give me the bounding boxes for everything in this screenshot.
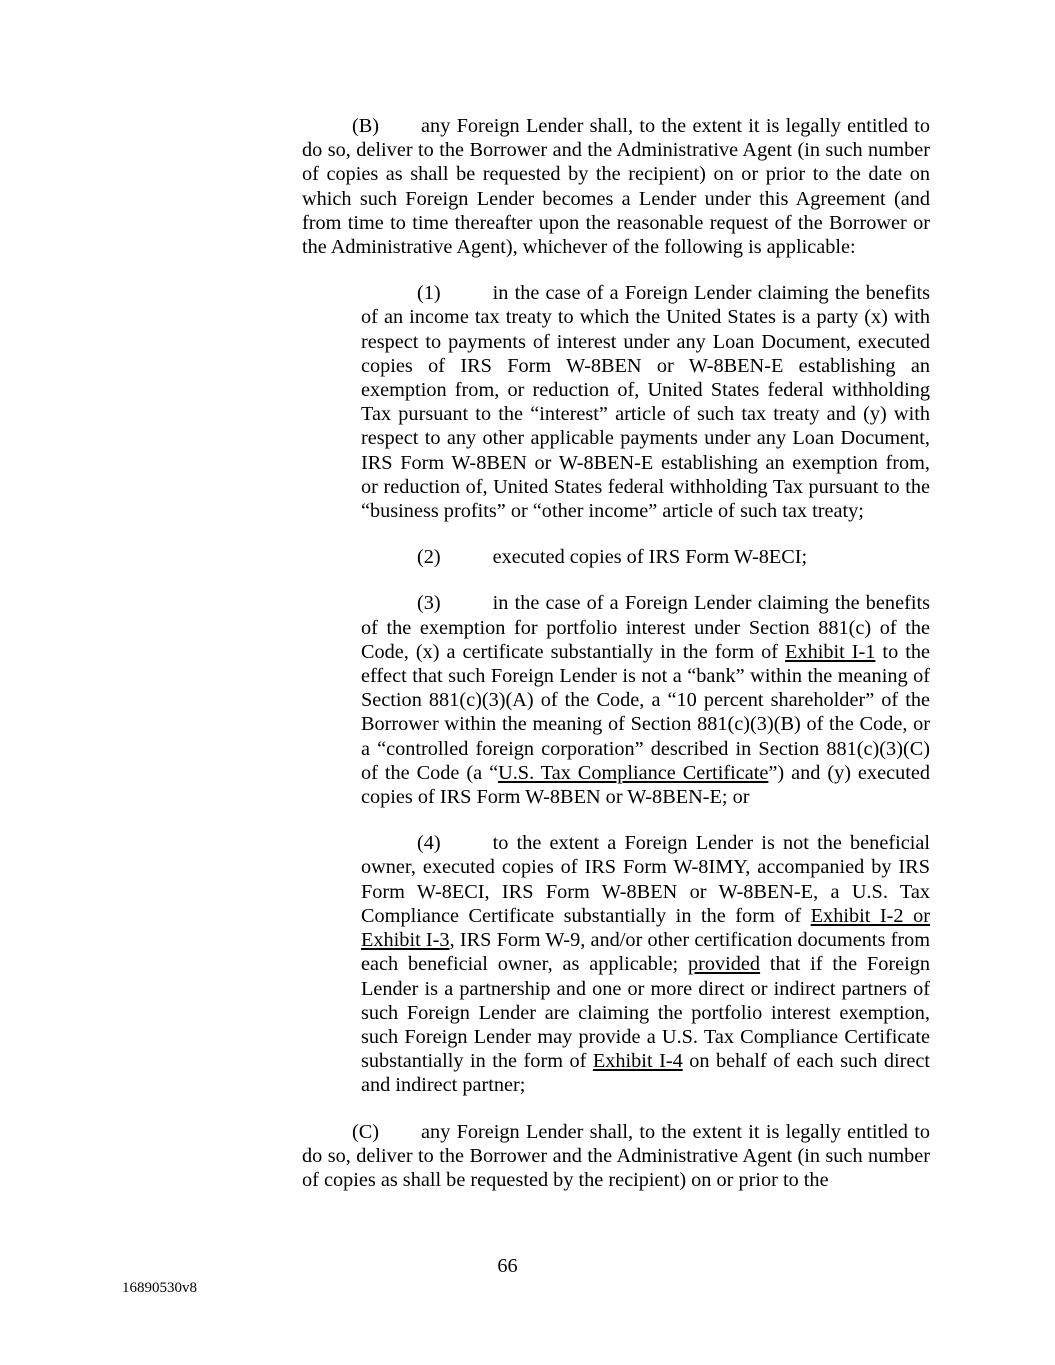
underlined-reference: provided [687,953,761,976]
paragraph-label: (C) [352,1120,380,1143]
clause-1 [361,281,930,523]
paragraph-text: any Foreign Lender shall, to the extent it is legally entitled to do so, deliver to the Borrower and the Administrative Agent (in such number of copies as shall be requested by the recipient) on or prior to the [302,1120,930,1191]
clause-3 [361,591,930,809]
paragraph-label: (2) [417,546,441,569]
paragraph-text: any Foreign Lender shall, to the extent it is legally entitled to do so, deliver to the Borrower and the Administrative Agent (in such number of copies as shall be requested by the recipient) on or prior to the date on which such Foreign Lender becomes a Lender under this Agreement (and from time to time thereafter upon the reasonable request of the Borrower or the Administrative Agent), whichever of the following is applicable: [302,115,930,259]
paragraph-text: , IRS Form W-9, and/or other certification documents from each beneficial owner, as applicable; [361,929,931,976]
paragraph-text: that if the Foreign Lender is a partnership and one or more direct or indirect partners of such Foreign Lender are claiming the portfolio interest exemption, such Foreign Lender may provide a U.S. Tax Compliance Certificate substantially in the form of [361,953,931,1073]
paragraph-label: (3) [417,592,441,615]
clause-4 [361,831,930,1097]
paragraph-text: in the case of a Foreign Lender claiming the benefits of an income tax treaty to which the United States is a party (x) with respect to payments of interest under any Loan Document, executed copies of IRS Form W-8BEN or W-8BEN-E establishing an exemption from, or reduction of, United States federal withholding Tax pursuant to the “interest” article of such tax treaty and (y) with respect to any other applicable payments under any Loan Document, IRS Form W-8BEN or W-8BEN-E establishing an exemption from, or reduction of, United States federal withholding Tax pursuant to the “business profits” or “other income” article of such tax treaty; [361,282,930,523]
underlined-reference: Exhibit I-2 or Exhibit I-3 [361,904,930,952]
paragraph-text: in the case of a Foreign Lender claiming the benefits of the exemption for portfolio interest under Section 881(c) of the Code, (x) a certificate substantially in the form of [361,592,930,663]
underlined-reference: Exhibit I-1 [785,640,876,663]
paragraph-b [302,114,930,259]
underlined-reference: U.S. Tax Compliance Certificate [498,761,769,784]
underlined-reference: Exhibit I-4 [592,1050,683,1073]
paragraph-text: to the effect that such Foreign Lender is not a “bank” within the meaning of Section 881(c)(3)(A) of the Code, a “10 percent shareholder” of the Borrower within the meaning of Section 881(c)(3)(B) of the Code, or a “controlled foreign corporation” described in Section 881(c)(3)(C) of the Code (a “ [361,640,930,784]
page-content [0,114,1055,1214]
paragraph-label: (B) [352,115,380,137]
paragraph-label: (1) [417,282,441,305]
doc-stamp: 16890530v8 [122,1280,197,1296]
paragraph-text: on behalf of each such direct and indirect partner; [361,1050,931,1097]
clause-2 [361,545,930,569]
paragraph-label: (4) [417,832,441,855]
paragraph-text: to the extent a Foreign Lender is not the beneficial owner, executed copies of IRS Form W-8IMY, accompanied by IRS Form W-8ECI, IRS Form W-8BEN or W-8BEN-E, a U.S. Tax Compliance Certificate substantially in the form of [361,832,930,927]
page-number: 66 [497,1255,518,1277]
paragraph-text: executed copies of IRS Form W-8ECI; [492,546,808,569]
paragraph-c [302,1120,930,1193]
paragraph-text: ”) and (y) executed copies of IRS Form W-8BEN or W-8BEN-E; or [361,761,930,809]
